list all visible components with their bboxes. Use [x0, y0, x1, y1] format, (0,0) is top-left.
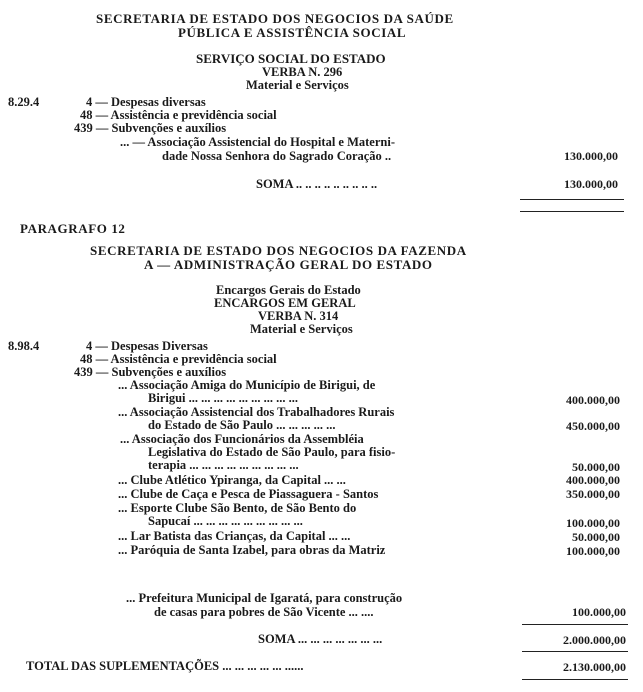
sec1-line-subvencoes: 439 — Subvenções e auxílios: [74, 121, 227, 135]
sec1-verba: VERBA N. 296: [262, 65, 343, 79]
total-rule: [522, 679, 628, 680]
sec2-header-line1: SECRETARIA DE ESTADO DOS NEGOCIOS DA FAZENDA: [90, 243, 467, 258]
total-value: 2.130.000,00: [563, 660, 626, 674]
sec2-line-despesas: 4 — Despesas Diversas: [86, 339, 208, 353]
sec1-soma-value: 130.000,00: [564, 177, 618, 191]
sec2-rule-before-soma: [522, 624, 628, 625]
sec2-encargos-em-geral: ENCARGOS EM GERAL: [214, 296, 356, 310]
sec2-entry-funcionarios-amount: 50.000,00: [572, 460, 620, 474]
sec2-soma-value: 2.000.000,00: [563, 633, 626, 647]
sec2-verba: VERBA N. 314: [258, 309, 339, 323]
sec2-entry-sao-bento-amount: 100.000,00: [566, 516, 620, 530]
sec1-line-assistencia: 48 — Assistência e previdência social: [80, 108, 277, 122]
total-label: TOTAL DAS SUPLEMENTAÇÕES ... ... ... ... ... ......: [26, 659, 304, 673]
sec1-code: 8.29.4: [8, 95, 40, 109]
sec1-line-despesas: 4 — Despesas diversas: [86, 95, 206, 109]
sec2-entry-igarata-line2: de casas para pobres de São Vicente ... ....: [154, 605, 374, 619]
sec1-header-line2: PÚBLICA E ASSISTÊNCIA SOCIAL: [178, 25, 407, 40]
sec2-soma-label: SOMA ... ... ... ... ... ... ...: [258, 632, 383, 646]
sec1-entry-amount: 130.000,00: [564, 149, 618, 163]
sec2-entry-piassaguera: ... Clube de Caça e Pesca de Piassaguera - Santos: [118, 487, 379, 501]
sec1-header-line1: SECRETARIA DE ESTADO DOS NEGOCIOS DA SAÚDE: [96, 11, 454, 26]
sec1-rule-lower: [520, 211, 624, 212]
paragrafo-heading: PARAGRAFO 12: [20, 221, 126, 236]
sec2-entry-paroquia: ... Paróquia de Santa Izabel, para obras da Matriz: [118, 543, 386, 557]
sec2-entry-ypiranga: ... Clube Atlético Ypiranga, da Capital ... ...: [118, 473, 346, 487]
sec2-line-assistencia: 48 — Assistência e previdência social: [80, 352, 277, 366]
sec2-entry-birigui-amount: 400.000,00: [566, 393, 620, 407]
sec1-subheader-servico: SERVIÇO SOCIAL DO ESTADO: [196, 51, 386, 66]
sec2-rule-after-soma: [522, 651, 628, 652]
sec2-entry-trabalhadores-amount: 450.000,00: [566, 419, 620, 433]
sec2-entry-igarata-line1: ... Prefeitura Municipal de Igaratá, para construção: [126, 591, 403, 605]
sec2-entry-birigui-line1: ... Associação Amiga do Município de Birigui, de: [118, 378, 376, 392]
sec2-encargos-gerais: Encargos Gerais do Estado: [216, 283, 361, 297]
sec2-entry-lar-batista-amount: 50.000,00: [572, 530, 620, 544]
sec2-material-servicos: Material e Serviços: [250, 322, 353, 336]
sec2-entry-trabalhadores-line1: ... Associação Assistencial dos Trabalhadores Rurais: [118, 405, 395, 419]
sec2-entry-lar-batista: ... Lar Batista das Crianças, da Capital ... ...: [118, 529, 351, 543]
sec2-entry-birigui-line2: Birigui ... ... ... ... ... ... ... ... ...: [148, 391, 299, 405]
sec1-material-servicos: Material e Serviços: [246, 78, 349, 92]
sec2-header-line2: A — ADMINISTRAÇÃO GERAL DO ESTADO: [144, 257, 433, 272]
sec2-code: 8.98.4: [8, 339, 40, 353]
sec1-rule-upper: [520, 199, 624, 200]
sec2-entry-piassaguera-amount: 350.000,00: [566, 487, 620, 501]
sec1-entry-line2: dade Nossa Senhora do Sagrado Coração ..: [162, 149, 392, 163]
sec2-entry-trabalhadores-line2: do Estado de São Paulo ... ... ... ... ...: [148, 418, 336, 432]
sec2-entry-igarata-amount: 100.000,00: [572, 605, 626, 619]
sec2-entry-paroquia-amount: 100.000,00: [566, 544, 620, 558]
sec1-entry-line1: ... — Associação Assistencial do Hospital e Materni-: [120, 135, 395, 149]
sec2-entry-sao-bento-line2: Sapucaí ... ... ... ... ... ... ... ... ...: [148, 514, 303, 528]
sec1-soma-label: SOMA .. .. .. .. .. .. .. .. ..: [256, 177, 378, 191]
sec2-line-subvencoes: 439 — Subvenções e auxílios: [74, 365, 227, 379]
sec2-entry-funcionarios-line2: Legislativa do Estado de São Paulo, para fisio-: [148, 445, 396, 459]
sec2-entry-ypiranga-amount: 400.000,00: [566, 473, 620, 487]
sec2-entry-funcionarios-line1: ... Associação dos Funcionários da Assembléia: [120, 432, 364, 446]
sec2-entry-sao-bento-line1: ... Esporte Clube São Bento, de São Bento do: [118, 501, 357, 515]
sec2-entry-funcionarios-line3: terapia ... ... ... ... ... ... ... ... ...: [148, 458, 299, 472]
